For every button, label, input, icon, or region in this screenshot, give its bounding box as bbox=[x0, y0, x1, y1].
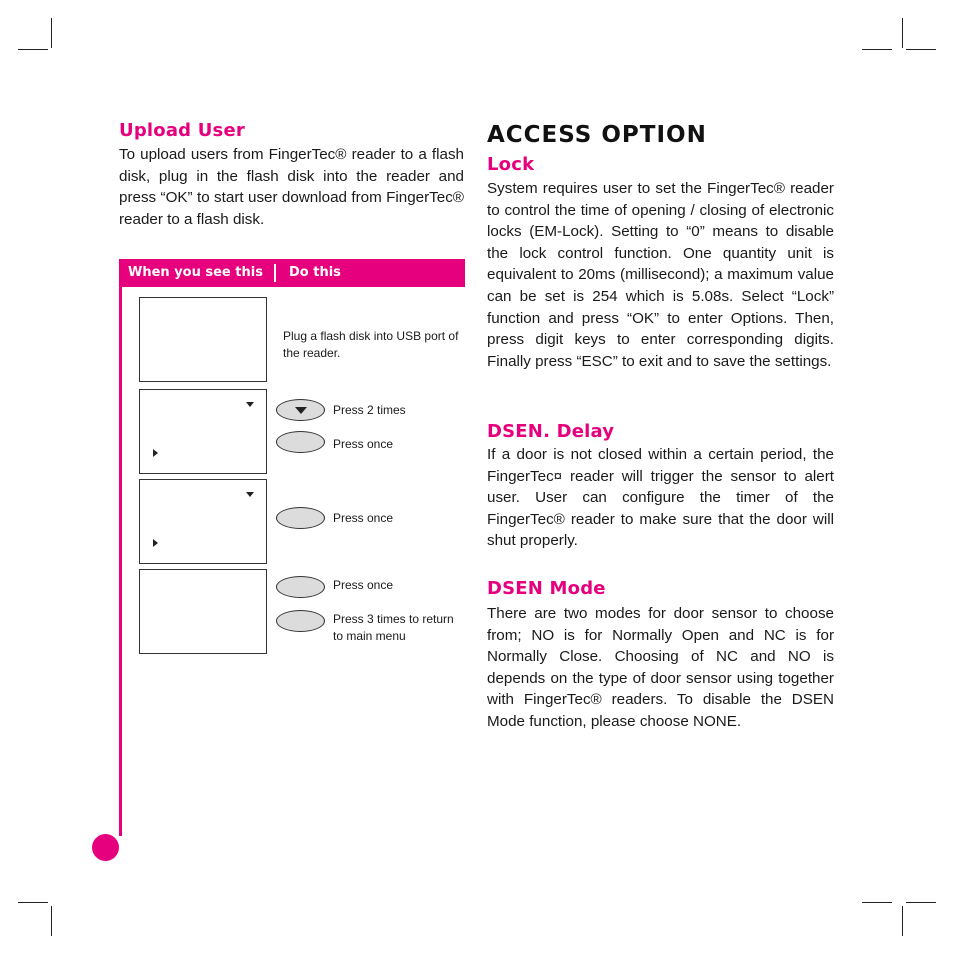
ok-key[interactable] bbox=[276, 431, 325, 453]
crop-mark bbox=[902, 906, 903, 936]
upload-user-text: To upload users from FingerTec® reader to a flash disk, plug in the flash disk into the reader and press “OK” to start user download from FingerTec® reader to a flash disk. bbox=[119, 146, 464, 228]
lock-heading: Lock bbox=[487, 154, 535, 175]
down-arrow-key[interactable] bbox=[276, 399, 325, 421]
press-once-text: Press once bbox=[333, 511, 394, 525]
page-marker-dot bbox=[92, 834, 119, 861]
press-once-text: Press once bbox=[333, 578, 394, 592]
lcd-screen-1 bbox=[139, 297, 267, 382]
crop-mark bbox=[906, 49, 936, 50]
access-option-title: ACCESS OPTION bbox=[487, 122, 707, 148]
crop-mark bbox=[906, 902, 936, 903]
crop-mark bbox=[51, 18, 52, 48]
press-once-text: Press once bbox=[333, 437, 394, 451]
lcd-screen-4 bbox=[139, 569, 267, 654]
plug-instruction: Plug a flash disk into USB port of the reader. bbox=[283, 329, 459, 360]
col-do-this: Do this bbox=[289, 265, 341, 280]
dsen-delay-text: If a door is not closed within a certain period, the FingerTec¤ reader will trigger the sensor to alert user. User can configure the timer of the FingerTec® reader to make sure that the door will shut properly. bbox=[487, 446, 834, 550]
cursor-arrow-icon bbox=[153, 539, 158, 547]
ok-key[interactable] bbox=[276, 576, 325, 598]
ok-key[interactable] bbox=[276, 507, 325, 529]
dsen-delay-heading: DSEN. Delay bbox=[487, 421, 615, 442]
crop-mark bbox=[51, 906, 52, 936]
col-when-you-see-this: When you see this bbox=[128, 265, 263, 280]
upload-user-heading: Upload User bbox=[119, 120, 245, 141]
down-triangle-icon bbox=[295, 407, 307, 414]
table-header bbox=[119, 259, 465, 287]
press-2-times-text: Press 2 times bbox=[333, 403, 406, 417]
dsen-mode-text: There are two modes for door sensor to choose from; NO is for Normally Open and NC is for Normally Close. Choosing of NC and NO is depends on the type of door sensor using together with FingerTec® readers. To disable the DSEN Mode function, please choose NONE. bbox=[487, 605, 834, 730]
lock-text: System requires user to set the FingerTec® reader to control the time of opening / closing of electronic locks (EM-Lock). Setting to “0” means to disable the lock control function. One quantity unit is equivalent to 20ms (millisecond); a maximum value can be set is 254 which is 5.08s. Select “Lock” function and press “OK” to enter Options. Then, press digit keys to enter corresponding digits. Finally press “ESC” to exit and to save the settings. bbox=[487, 180, 834, 370]
dsen-mode-heading: DSEN Mode bbox=[487, 578, 606, 599]
left-accent-rule bbox=[119, 259, 122, 836]
crop-mark bbox=[862, 902, 892, 903]
header-divider bbox=[274, 264, 276, 282]
press-3-times-text: Press 3 times to return to main menu bbox=[333, 612, 454, 643]
scroll-down-icon bbox=[246, 492, 254, 497]
crop-mark bbox=[18, 902, 48, 903]
esc-key[interactable] bbox=[276, 610, 325, 632]
crop-mark bbox=[18, 49, 48, 50]
cursor-arrow-icon bbox=[153, 449, 158, 457]
crop-mark bbox=[862, 49, 892, 50]
lcd-screen-3 bbox=[139, 479, 267, 564]
scroll-down-icon bbox=[246, 402, 254, 407]
lcd-screen-2 bbox=[139, 389, 267, 474]
crop-mark bbox=[902, 18, 903, 48]
